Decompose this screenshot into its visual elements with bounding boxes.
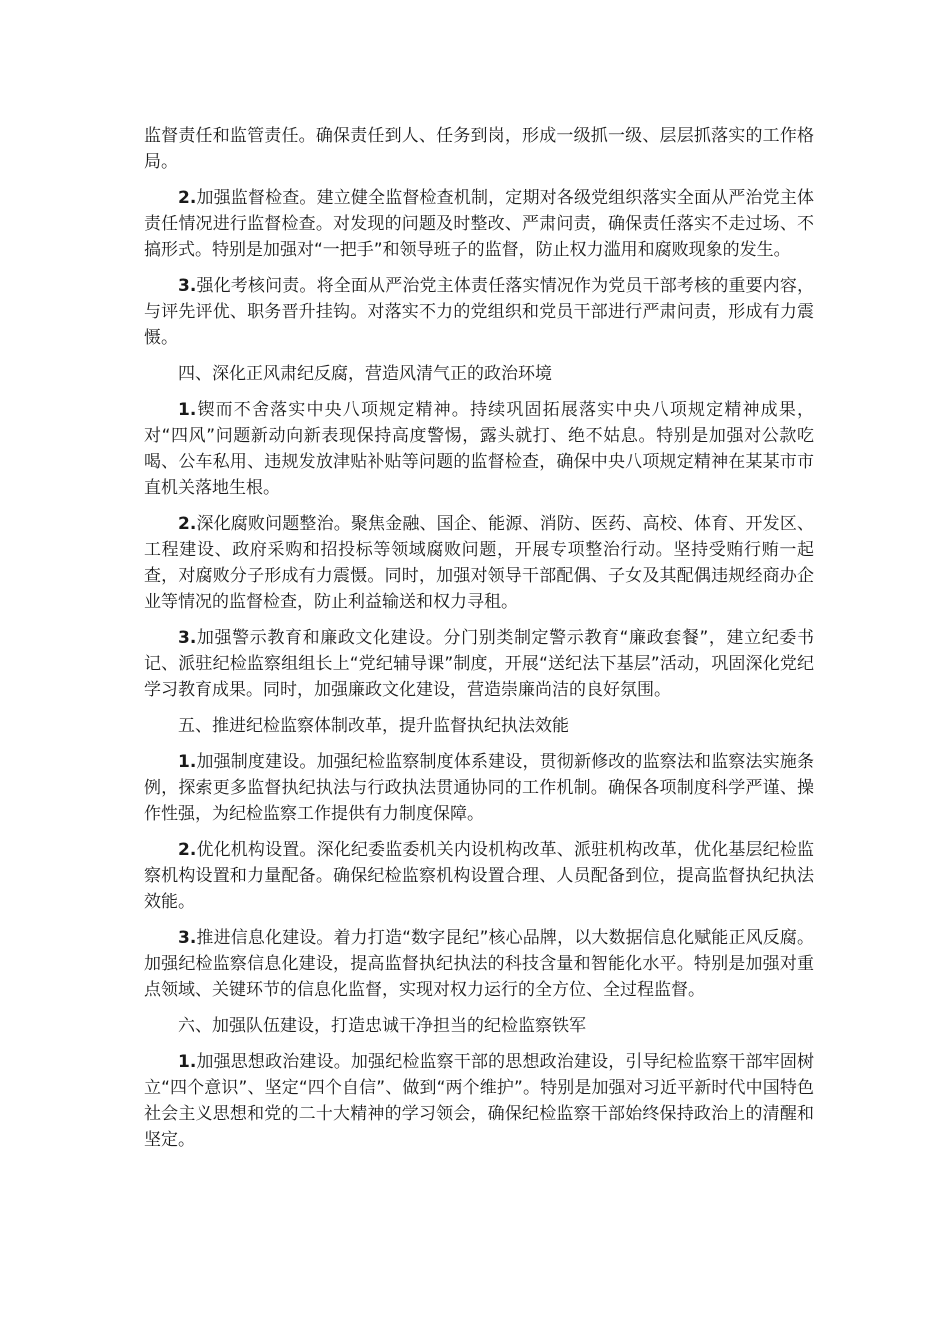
section-heading (144, 1013, 814, 1039)
paragraph (144, 123, 814, 175)
item-number: 3. (178, 276, 197, 296)
paragraph-text: 监督责任和监管责任。确保责任到人、任务到岗，形成一级抓一级、层层抓落实的工作格局。 (144, 126, 814, 172)
paragraph (144, 625, 814, 703)
item-number: 2. (178, 514, 197, 534)
section-heading-text: 五、推进纪检监察体制改革，提升监督执纪执法效能 (178, 716, 569, 736)
paragraph-text: 强化考核问责。将全面从严治党主体责任落实情况作为党员干部考核的重要内容，与评先评优、职务晋升挂钩。对落实不力的党组织和党员干部进行严肃问责，形成有力震慑。 (144, 276, 814, 348)
paragraph (144, 749, 814, 827)
paragraph (144, 837, 814, 915)
paragraph-text: 锲而不舍落实中央八项规定精神。持续巩固拓展落实中央八项规定精神成果，对“四风”问题新动向新表现保持高度警惕，露头就打、绝不姑息。特别是加强对公款吃喝、公车私用、违规发放津贴补贴等问题的监督检查，确保中央八项规定精神在某某市市直机关落地生根。 (144, 400, 814, 498)
item-number: 3. (178, 928, 197, 948)
paragraph-text: 深化腐败问题整治。聚焦金融、国企、能源、消防、医药、高校、体育、开发区、工程建设、政府采购和招投标等领域腐败问题，开展专项整治行动。坚持受贿行贿一起查，对腐败分子形成有力震慑。同时，加强对领导干部配偶、子女及其配偶违规经商办企业等情况的监督检查，防止利益输送和权力寻租。 (144, 514, 814, 612)
item-number: 1. (178, 752, 197, 772)
paragraph-text: 加强制度建设。加强纪检监察制度体系建设，贯彻新修改的监察法和监察法实施条例，探索更多监督执纪执法与行政执法贯通协同的工作机制。确保各项制度科学严谨、操作性强，为纪检监察工作提供有力制度保障。 (144, 752, 814, 824)
paragraph (144, 273, 814, 351)
paragraph (144, 185, 814, 263)
paragraph-text: 加强思想政治建设。加强纪检监察干部的思想政治建设，引导纪检监察干部牢固树立“四个意识”、坚定“四个自信”、做到“两个维护”。特别是加强对习近平新时代中国特色社会主义思想和党的二十大精神的学习领会，确保纪检监察干部始终保持政治上的清醒和坚定。 (144, 1052, 814, 1150)
paragraph-text: 加强警示教育和廉政文化建设。分门别类制定警示教育“廉政套餐”，建立纪委书记、派驻纪检监察组组长上“党纪辅导课”制度，开展“送纪法下基层”活动，巩固深化党纪学习教育成果。同时，加强廉政文化建设，营造崇廉尚洁的良好氛围。 (144, 628, 814, 700)
section-heading (144, 713, 814, 739)
paragraph (144, 397, 814, 501)
item-number: 1. (178, 400, 197, 420)
paragraph-text: 优化机构设置。深化纪委监委机关内设机构改革、派驻机构改革，优化基层纪检监察机构设置和力量配备。确保纪检监察机构设置合理、人员配备到位，提高监督执纪执法效能。 (144, 840, 814, 912)
item-number: 2. (178, 188, 197, 208)
item-number: 1. (178, 1052, 197, 1072)
item-number: 3. (178, 628, 197, 648)
paragraph-text: 推进信息化建设。着力打造“数字昆纪”核心品牌，以大数据信息化赋能正风反腐。加强纪检监察信息化建设，提高监督执纪执法的科技含量和智能化水平。特别是加强对重点领域、关键环节的信息化监督，实现对权力运行的全方位、全过程监督。 (144, 928, 814, 1000)
section-heading-text: 六、加强队伍建设，打造忠诚干净担当的纪检监察铁军 (178, 1016, 586, 1036)
item-number: 2. (178, 840, 197, 860)
paragraph-text: 加强监督检查。建立健全监督检查机制，定期对各级党组织落实全面从严治党主体责任情况进行监督检查。对发现的问题及时整改、严肃问责，确保责任落实不走过场、不搞形式。特别是加强对“一把手”和领导班子的监督，防止权力滥用和腐败现象的发生。 (144, 188, 814, 260)
document-body (144, 123, 814, 1163)
section-heading (144, 361, 814, 387)
paragraph (144, 511, 814, 615)
paragraph (144, 925, 814, 1003)
section-heading-text: 四、深化正风肃纪反腐，营造风清气正的政治环境 (178, 364, 552, 384)
paragraph (144, 1049, 814, 1153)
